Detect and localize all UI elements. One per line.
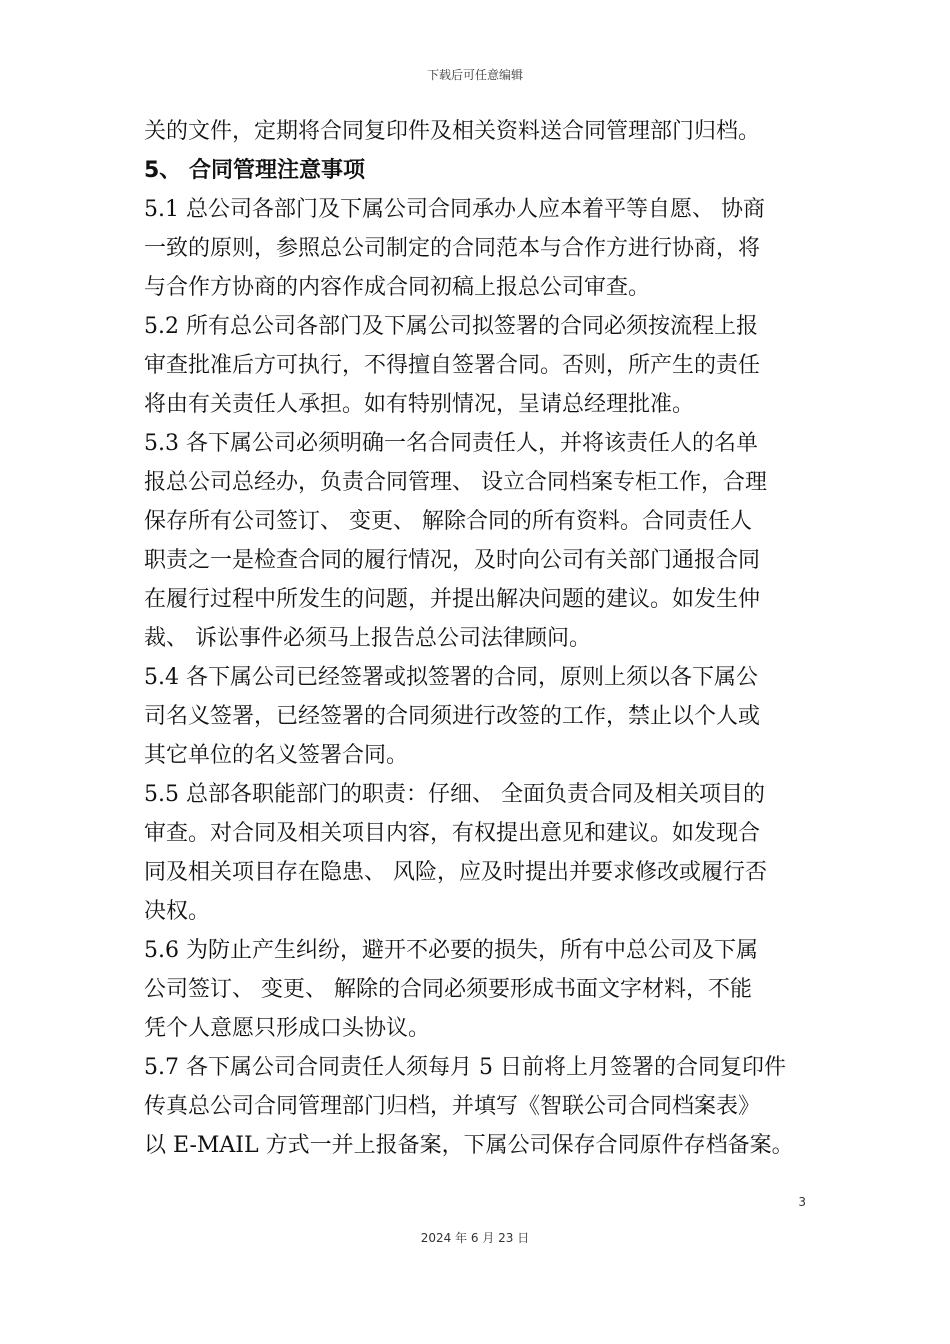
body-line: 报总公司总经办，负责合同管理、 设立合同档案专柜工作，合理 xyxy=(144,470,767,495)
body-line: 以 E-MAIL 方式一并上报备案，下属公司保存合同原件存档备案。 xyxy=(144,1133,794,1158)
body-line: 将由有关责任人承担。如有特别情况，呈请总经理批准。 xyxy=(144,392,695,417)
body-line: 5.4 各下属公司已经签署或拟签署的合同，原则上须以各下属公 xyxy=(144,665,758,690)
section-heading: 5、 合同管理注意事项 xyxy=(144,158,365,183)
body-line: 5.3 各下属公司必须明确一名合同责任人，并将该责任人的名单 xyxy=(144,431,758,456)
body-line: 5.5 总部各职能部门的职责：仔细、 全面负责合同及相关项目的 xyxy=(144,782,765,807)
body-line: 审查。对合同及相关项目内容，有权提出意见和建议。如发现合 xyxy=(144,821,761,846)
body-line: 与合作方协商的内容作成合同初稿上报总公司审查。 xyxy=(144,275,651,300)
footer-date: 2024 年 6 月 23 日 xyxy=(420,1231,530,1245)
body-line: 审查批准后方可执行，不得擅自签署合同。否则，所产生的责任 xyxy=(144,353,761,378)
page-header: 下载后可任意编辑 xyxy=(426,68,523,82)
body-line: 5.6 为防止产生纠纷，避开不必要的损失，所有中总公司及下属 xyxy=(144,938,758,963)
body-line: 保存所有公司签订、 变更、 解除合同的所有资料。合同责任人 xyxy=(144,509,752,534)
body-line: 其它单位的名义签署合同。 xyxy=(144,743,409,768)
body-line: 传真总公司合同管理部门归档，并填写《智联公司合同档案表》 xyxy=(144,1094,761,1119)
body-line: 决权。 xyxy=(144,899,211,924)
body-line: 5.2 所有总公司各部门及下属公司拟签署的合同必须按流程上报 xyxy=(144,314,758,339)
page-number: 3 xyxy=(798,1195,806,1209)
body-line: 公司签订、 变更、 解除的合同必须要形成书面文字材料，不能 xyxy=(144,977,752,1002)
body-line: 职责之一是检查合同的履行情况，及时向公司有关部门通报合同 xyxy=(144,548,761,573)
body-line: 同及相关项目存在隐患、 风险，应及时提出并要求修改或履行否 xyxy=(144,860,767,885)
body-line: 5.7 各下属公司合同责任人须每月 5 日前将上月签署的合同复印件 xyxy=(144,1055,786,1080)
body-line: 裁、 诉讼事件必须马上报告总公司法律顾问。 xyxy=(144,626,591,651)
body-line: 5.1 总公司各部门及下属公司合同承办人应本着平等自愿、 协商 xyxy=(144,197,765,222)
document-body xyxy=(144,112,810,1165)
body-line: 一致的原则，参照总公司制定的合同范本与合作方进行协商，将 xyxy=(144,236,761,261)
body-line: 司名义签署，已经签署的合同须进行改签的工作，禁止以个人或 xyxy=(144,704,761,729)
body-line: 凭个人意愿只形成口头协议。 xyxy=(144,1016,431,1041)
body-line: 在履行过程中所发生的问题，并提出解决问题的建议。如发生仲 xyxy=(144,587,761,612)
body-line: 关的文件，定期将合同复印件及相关资料送合同管理部门归档。 xyxy=(144,119,761,144)
